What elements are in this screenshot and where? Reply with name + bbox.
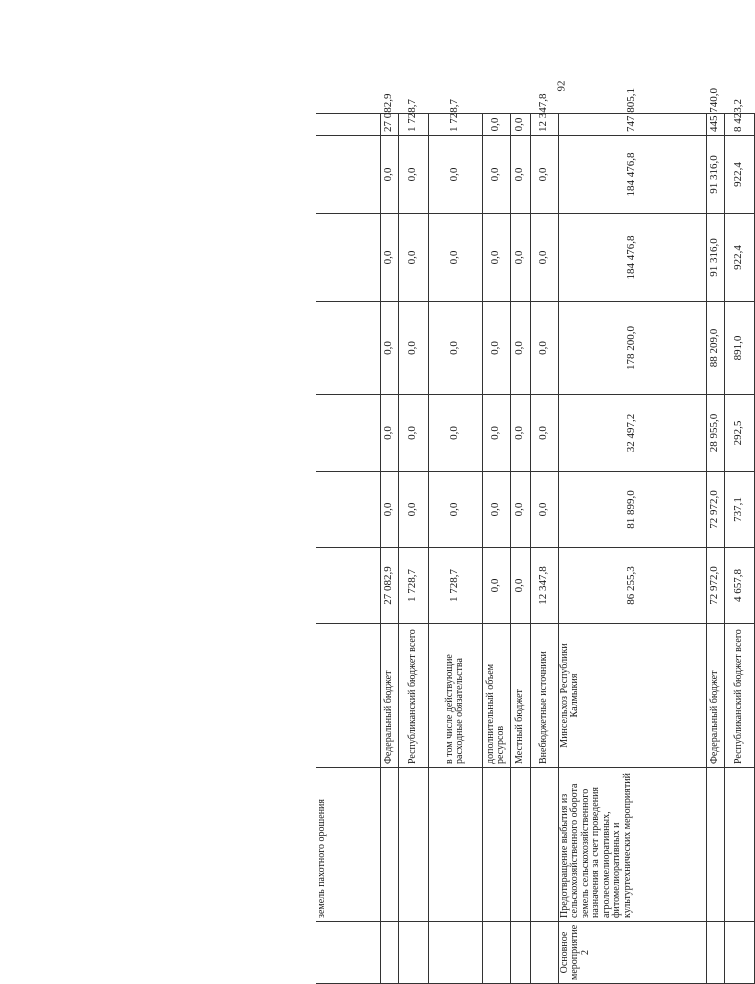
value-cell: 0,0 (428, 302, 482, 395)
value-cell: 0,0 (482, 114, 510, 136)
responsible-executor: Минсельхоз Республики Калмыкия (558, 624, 706, 768)
value-cell: 747 805,1 (558, 114, 706, 136)
action-fragment: земель пахотного орошения (316, 768, 380, 922)
value-cell: 0,0 (428, 214, 482, 302)
value-cell: 1 728,7 (428, 114, 482, 136)
table-row (706, 114, 724, 984)
source-cell: Федеральный бюджет (706, 624, 724, 768)
value-cell: 737,1 (724, 472, 754, 548)
value-cell: 28 955,0 (706, 395, 724, 472)
value-cell: 292,5 (724, 395, 754, 472)
source-cell: Республиканский бюджет всего (398, 624, 428, 768)
value-cell: 0,0 (398, 214, 428, 302)
value-cell: 1 728,7 (398, 548, 428, 624)
page-number: 92 (555, 80, 568, 92)
value-cell: 91 316,0 (706, 136, 724, 214)
value-cell: 891,0 (724, 302, 754, 395)
value-cell: 0,0 (398, 472, 428, 548)
activity-row (558, 114, 706, 984)
value-cell: 4 657,8 (724, 548, 754, 624)
value-cell: 0,0 (380, 302, 398, 395)
source-cell: Федеральный бюджет (380, 624, 398, 768)
value-cell: 0,0 (510, 472, 530, 548)
table-row (724, 114, 754, 984)
value-cell: 0,0 (428, 395, 482, 472)
value-cell: 1 728,7 (428, 548, 482, 624)
value-cell: 8 423,2 (724, 114, 754, 136)
value-cell: 88 209,0 (706, 302, 724, 395)
value-cell: 91 316,0 (706, 214, 724, 302)
value-cell: 0,0 (398, 302, 428, 395)
value-cell: 0,0 (510, 548, 530, 624)
value-cell: 0,0 (482, 548, 510, 624)
value-cell: 922,4 (724, 136, 754, 214)
value-cell: 27 082,9 (380, 548, 398, 624)
value-cell: 445 740,0 (706, 114, 724, 136)
value-cell: 0,0 (380, 472, 398, 548)
value-cell: 0,0 (380, 395, 398, 472)
value-cell: 32 497,2 (558, 395, 706, 472)
value-cell: 0,0 (398, 136, 428, 214)
value-cell: 72 972,0 (706, 472, 724, 548)
value-cell: 0,0 (530, 472, 558, 548)
table-row (530, 114, 558, 984)
value-cell: 12 347,8 (530, 548, 558, 624)
value-cell: 81 899,0 (558, 472, 706, 548)
budget-table (316, 88, 755, 984)
value-cell: 0,0 (510, 136, 530, 214)
rotated-budget-table (316, 88, 745, 984)
value-cell: 0,0 (530, 395, 558, 472)
value-cell: 922,4 (724, 214, 754, 302)
continuation-row (316, 114, 380, 984)
value-cell: 0,0 (428, 472, 482, 548)
value-cell: 0,0 (482, 302, 510, 395)
value-cell: 0,0 (482, 395, 510, 472)
table-row (510, 114, 530, 984)
source-cell: Внебюджетные источники (530, 624, 558, 768)
activity-label: Основное мероприятие 2 (558, 922, 706, 984)
value-cell: 0,0 (380, 136, 398, 214)
value-cell: 184 476,8 (558, 136, 706, 214)
value-cell: 0,0 (510, 114, 530, 136)
value-cell: 0,0 (482, 214, 510, 302)
source-cell: Республиканский бюджет всего (724, 624, 754, 768)
value-cell: 0,0 (482, 136, 510, 214)
value-cell: 0,0 (510, 214, 530, 302)
value-cell: 27 082,9 (380, 114, 398, 136)
value-cell: 86 255,3 (558, 548, 706, 624)
source-cell: дополнительный объем ресурсов (482, 624, 510, 768)
table-row (428, 114, 482, 984)
value-cell: 0,0 (530, 302, 558, 395)
value-cell: 0,0 (398, 395, 428, 472)
value-cell: 1 728,7 (398, 114, 428, 136)
value-cell: 0,0 (380, 214, 398, 302)
source-cell: в том числе действующие расходные обязательства (428, 624, 482, 768)
value-cell: 178 200,0 (558, 302, 706, 395)
value-cell: 0,0 (510, 302, 530, 395)
table-row (482, 114, 510, 984)
activity-description: Предотвращение выбытия из сельскохозяйственного оборота земель сельскохозяйственного назначения за счет проведения агролесомелиоративных, фитомелиоративных и культуртехнических мероприятий (558, 768, 706, 922)
table-row (380, 114, 398, 984)
value-cell: 12 347,8 (530, 114, 558, 136)
value-cell: 72 972,0 (706, 548, 724, 624)
table-row (398, 114, 428, 984)
value-cell: 0,0 (530, 214, 558, 302)
value-cell: 184 476,8 (558, 214, 706, 302)
value-cell: 0,0 (510, 395, 530, 472)
source-cell: Местный бюджет (510, 624, 530, 768)
value-cell: 0,0 (428, 136, 482, 214)
value-cell: 0,0 (530, 136, 558, 214)
value-cell: 0,0 (482, 472, 510, 548)
